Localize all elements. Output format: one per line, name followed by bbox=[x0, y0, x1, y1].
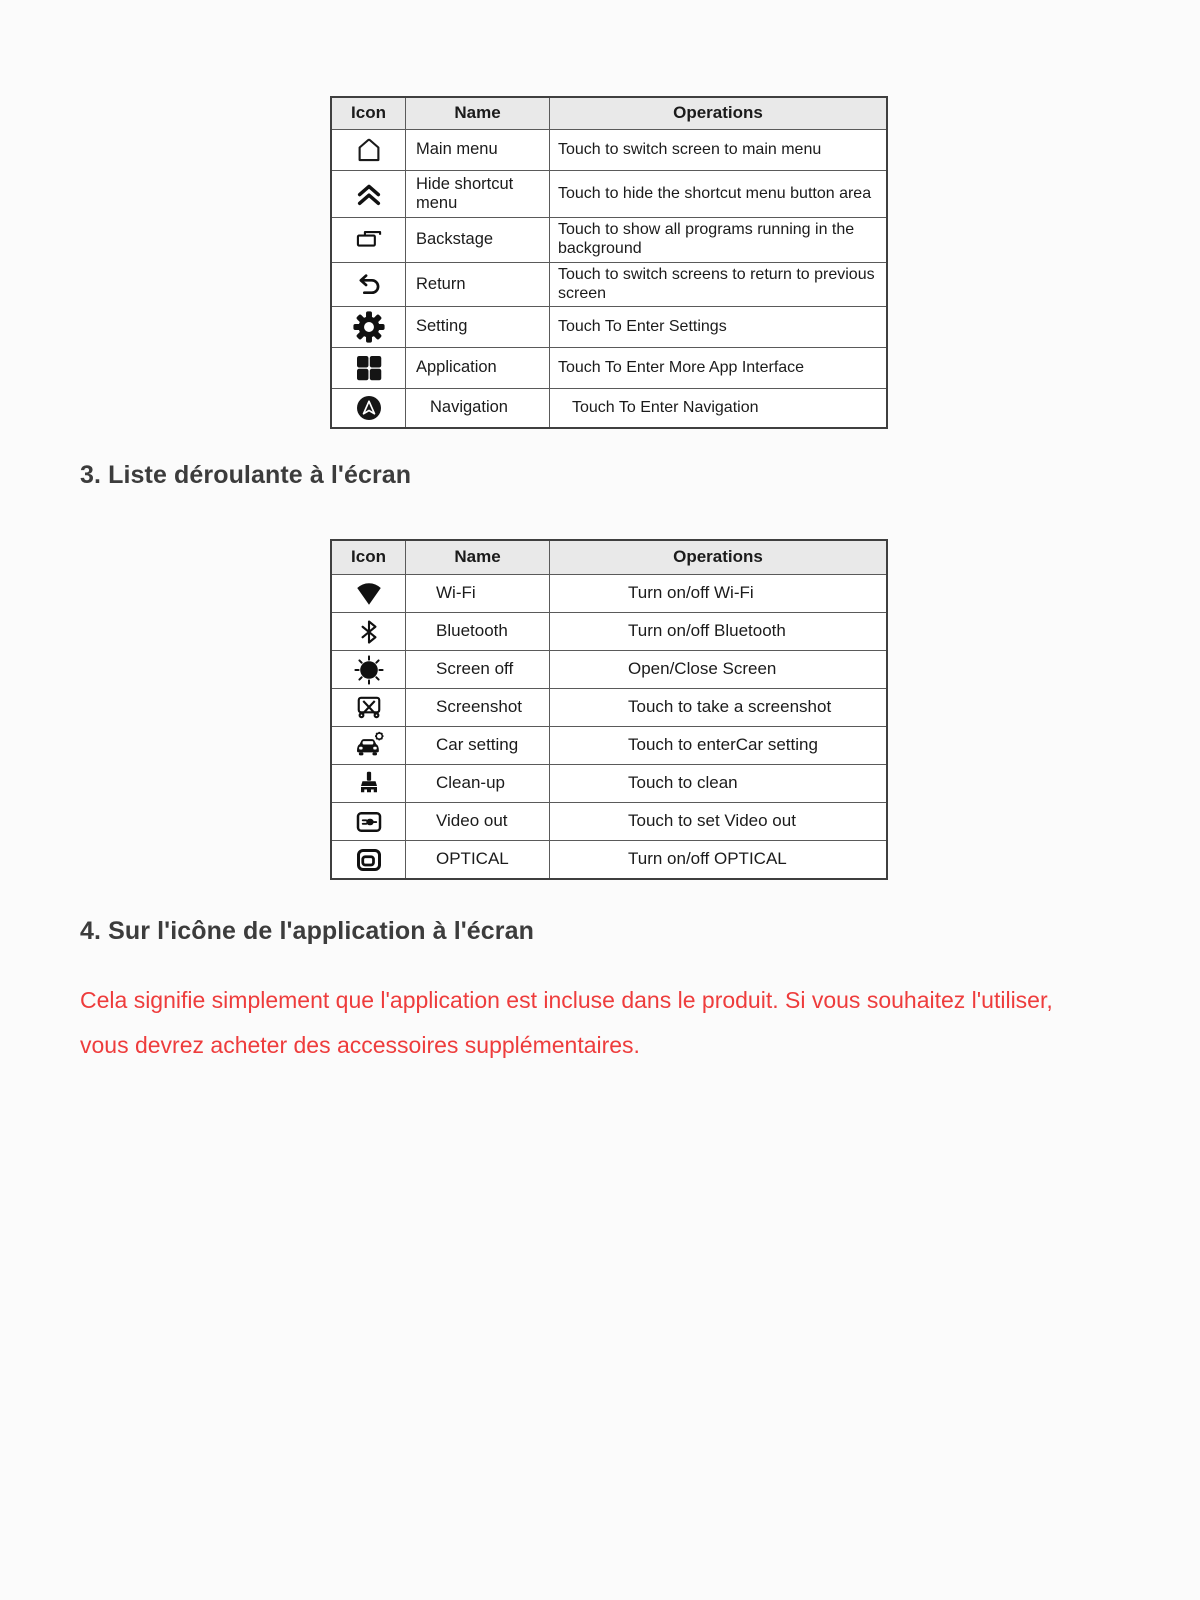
icon-operation: Turn on/off OPTICAL bbox=[549, 841, 886, 878]
icon-name: Bluetooth bbox=[405, 613, 549, 650]
header-name: Name bbox=[405, 541, 549, 574]
header-icon: Icon bbox=[351, 103, 386, 123]
icon-operation: Open/Close Screen bbox=[549, 651, 886, 688]
optical-icon bbox=[353, 845, 385, 875]
navigation-icon bbox=[354, 393, 384, 423]
return-icon bbox=[353, 271, 385, 299]
table-row bbox=[332, 306, 886, 347]
table-row bbox=[332, 650, 886, 688]
accessory-note: Cela signifie simplement que l'application est incluse dans le produit. Si vous souhaitez l'utiliser, vous devrez acheter des accessoires supplémentaires. bbox=[80, 987, 1053, 1058]
icon-name: Hide shortcut menu bbox=[405, 171, 549, 217]
header-name: Name bbox=[405, 98, 549, 129]
icon-operation: Turn on/off Bluetooth bbox=[549, 613, 886, 650]
table-row bbox=[332, 217, 886, 262]
icon-name: Car setting bbox=[405, 727, 549, 764]
icon-name: Main menu bbox=[405, 130, 549, 170]
table-row bbox=[332, 612, 886, 650]
header-icon: Icon bbox=[351, 547, 386, 567]
table-row bbox=[332, 574, 886, 612]
icon-name: Return bbox=[405, 263, 549, 306]
icon-name: Clean-up bbox=[405, 765, 549, 802]
icon-name: Navigation bbox=[405, 389, 549, 427]
icon-operation: Touch to hide the shortcut menu button area bbox=[549, 171, 886, 217]
backstage-icon bbox=[353, 226, 385, 254]
table-row bbox=[332, 129, 886, 170]
icon-operation: Touch to show all programs running in the background bbox=[549, 218, 886, 262]
icon-name: Screenshot bbox=[405, 689, 549, 726]
table-row bbox=[332, 170, 886, 217]
table-row bbox=[332, 840, 886, 878]
icon-name: Backstage bbox=[405, 218, 549, 262]
icon-name: Video out bbox=[405, 803, 549, 840]
icon-operation: Touch To Enter More App Interface bbox=[549, 348, 886, 388]
video-out-icon bbox=[353, 807, 385, 837]
clean-up-icon bbox=[354, 768, 384, 800]
table-row bbox=[332, 262, 886, 306]
table-header-row bbox=[332, 98, 886, 129]
table-row bbox=[332, 347, 886, 388]
icon-name: Screen off bbox=[405, 651, 549, 688]
section-heading-3: 3. Liste déroulante à l'écran bbox=[80, 461, 412, 489]
icon-name: OPTICAL bbox=[405, 841, 549, 878]
home-icon bbox=[353, 135, 385, 165]
icon-operation: Touch To Enter Settings bbox=[549, 307, 886, 347]
header-operations: Operations bbox=[549, 541, 886, 574]
icon-operation: Touch to switch screen to main menu bbox=[549, 130, 886, 170]
shortcut-icons-table bbox=[330, 96, 888, 429]
setting-icon bbox=[352, 310, 386, 344]
table-row bbox=[332, 388, 886, 427]
icon-operation: Touch To Enter Navigation bbox=[549, 389, 886, 427]
hide-shortcut-icon bbox=[352, 180, 386, 208]
application-icon bbox=[353, 352, 385, 384]
icon-operation: Touch to enterCar setting bbox=[549, 727, 886, 764]
icon-operation: Turn on/off Wi-Fi bbox=[549, 575, 886, 612]
icon-operation: Touch to clean bbox=[549, 765, 886, 802]
screen-off-icon bbox=[353, 654, 385, 686]
screenshot-icon bbox=[353, 693, 385, 723]
icon-operation: Touch to switch screens to return to previous screen bbox=[549, 263, 886, 306]
table-row bbox=[332, 726, 886, 764]
icon-name: Application bbox=[405, 348, 549, 388]
wifi-icon bbox=[353, 579, 385, 609]
icon-operation: Touch to take a screenshot bbox=[549, 689, 886, 726]
icon-name: Wi-Fi bbox=[405, 575, 549, 612]
icon-name: Setting bbox=[405, 307, 549, 347]
car-setting-icon bbox=[352, 730, 386, 762]
table-header-row bbox=[332, 541, 886, 574]
icon-operation: Touch to set Video out bbox=[549, 803, 886, 840]
dropdown-icons-table bbox=[330, 539, 888, 880]
table-row bbox=[332, 764, 886, 802]
header-operations: Operations bbox=[549, 98, 886, 129]
section-heading-4: 4. Sur l'icône de l'application à l'écran bbox=[80, 917, 535, 945]
table-row bbox=[332, 688, 886, 726]
table-row bbox=[332, 802, 886, 840]
bluetooth-icon bbox=[355, 616, 383, 648]
